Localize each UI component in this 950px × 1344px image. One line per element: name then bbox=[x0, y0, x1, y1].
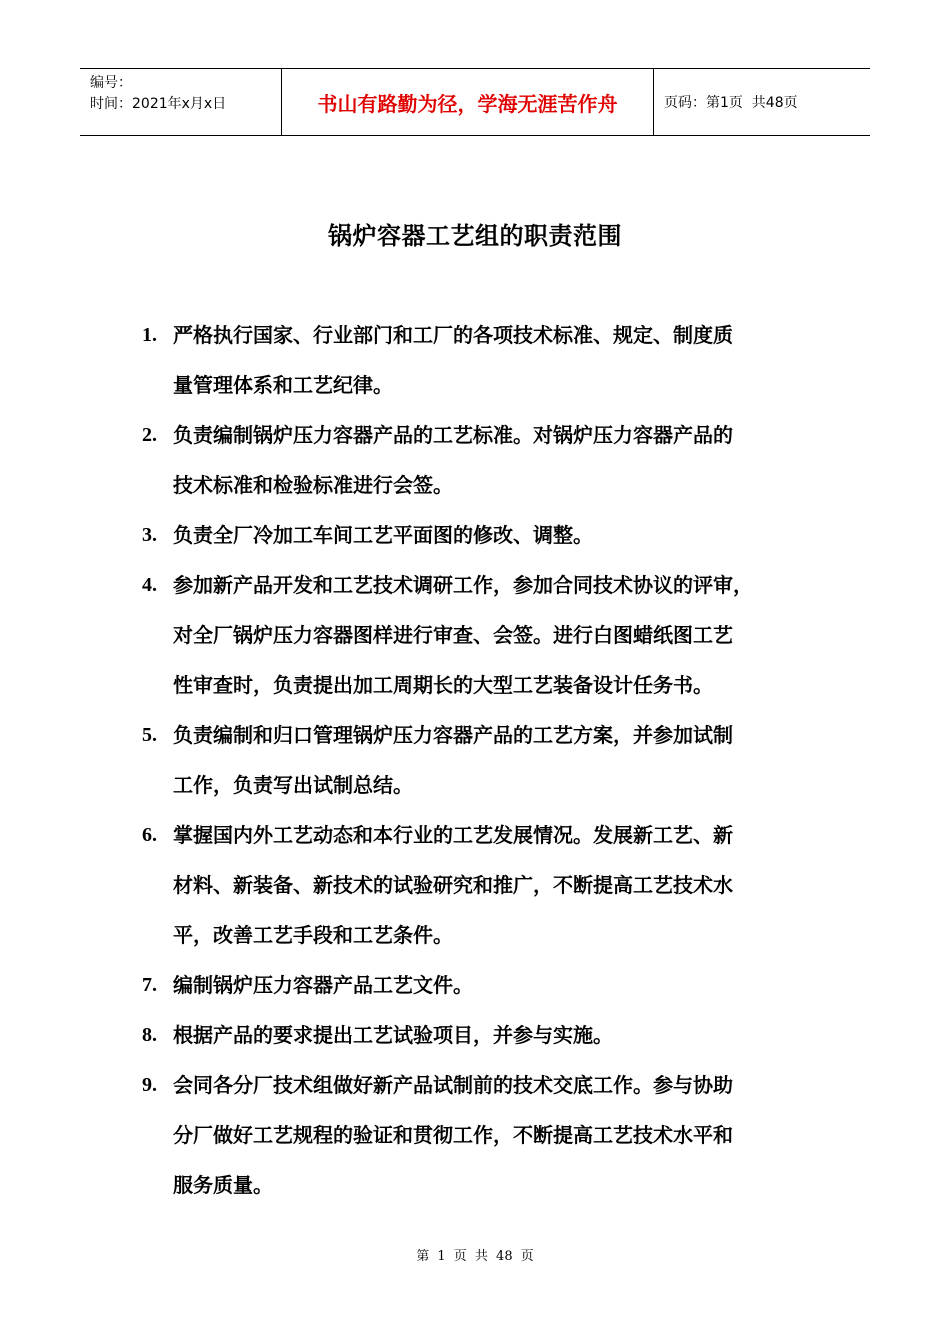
duty-item-text bbox=[173, 1060, 832, 1210]
duty-item-number: 6. bbox=[142, 824, 157, 846]
duty-item-line: 会同各分厂技术组做好新产品试制前的技术交底工作。参与协助 bbox=[173, 1073, 733, 1097]
duty-item-line: 编制锅炉压力容器产品工艺文件。 bbox=[173, 973, 473, 997]
duty-item-number: 9. bbox=[142, 1074, 157, 1096]
duty-item-text bbox=[173, 410, 832, 510]
duty-item-text bbox=[173, 810, 832, 960]
duty-item-line: 负责全厂冷加工车间工艺平面图的修改、调整。 bbox=[173, 523, 593, 547]
duty-item-line: 参加新产品开发和工艺技术调研工作，参加合同技术协议的评审， bbox=[173, 573, 753, 597]
page-header bbox=[80, 68, 870, 136]
duty-item-number: 2. bbox=[142, 424, 157, 446]
duty-item-line: 严格执行国家、行业部门和工厂的各项技术标准、规定、制度质 bbox=[173, 323, 733, 347]
document-time-label: 时间：2021年x月x日 bbox=[90, 96, 227, 112]
duty-item bbox=[142, 710, 832, 810]
duty-item-line: 根据产品的要求提出工艺试验项目，并参与实施。 bbox=[173, 1023, 613, 1047]
header-page-info: 页码：第1页 共48页 bbox=[664, 95, 798, 111]
duty-item-line: 分厂做好工艺规程的验证和贯彻工作，不断提高工艺技术水平和 bbox=[173, 1123, 733, 1147]
duty-item-line: 平，改善工艺手段和工艺条件。 bbox=[173, 923, 453, 947]
duty-item bbox=[142, 410, 832, 510]
header-meta bbox=[80, 69, 282, 135]
page-footer: 第 1 页 共 48 页 bbox=[416, 1249, 534, 1264]
duty-item-text bbox=[173, 510, 832, 560]
duty-item-number: 4. bbox=[142, 574, 157, 596]
duty-item-line: 材料、新装备、新技术的试验研究和推广，不断提高工艺技术水 bbox=[173, 873, 733, 897]
duty-item-number: 8. bbox=[142, 1024, 157, 1046]
duty-item-line: 工作，负责写出试制总结。 bbox=[173, 773, 413, 797]
duty-item-text bbox=[173, 710, 832, 810]
duty-item-text bbox=[173, 310, 832, 410]
duty-item-line: 性审查时，负责提出加工周期长的大型工艺装备设计任务书。 bbox=[173, 673, 713, 697]
duty-item-line: 技术标准和检验标准进行会签。 bbox=[173, 473, 453, 497]
duty-item-line: 量管理体系和工艺纪律。 bbox=[173, 373, 393, 397]
duty-item bbox=[142, 810, 832, 960]
duty-list bbox=[142, 310, 832, 1210]
duty-item bbox=[142, 510, 832, 560]
duty-item-number: 1. bbox=[142, 324, 157, 346]
duty-item bbox=[142, 310, 832, 410]
duty-item-text bbox=[173, 960, 832, 1010]
duty-item bbox=[142, 560, 832, 710]
document-number-label: 编号： bbox=[90, 75, 132, 91]
duty-item-line: 对全厂锅炉压力容器图样进行审查、会签。进行白图蜡纸图工艺 bbox=[173, 623, 733, 647]
duty-item-line: 负责编制锅炉压力容器产品的工艺标准。对锅炉压力容器产品的 bbox=[173, 423, 733, 447]
duty-item-number: 5. bbox=[142, 724, 157, 746]
header-motto: 书山有路勤为径，学海无涯苦作舟 bbox=[282, 69, 654, 135]
duty-item-line: 掌握国内外工艺动态和本行业的工艺发展情况。发展新工艺、新 bbox=[173, 823, 733, 847]
duty-item-line: 负责编制和归口管理锅炉压力容器产品的工艺方案，并参加试制 bbox=[173, 723, 733, 747]
duty-item bbox=[142, 960, 832, 1010]
duty-item-text bbox=[173, 560, 832, 710]
duty-item bbox=[142, 1060, 832, 1210]
duty-item-number: 7. bbox=[142, 974, 157, 996]
duty-item bbox=[142, 1010, 832, 1060]
duty-item-number: 3. bbox=[142, 524, 157, 546]
document-title: 锅炉容器工艺组的职责范围 bbox=[328, 221, 622, 250]
duty-item-line: 服务质量。 bbox=[173, 1173, 273, 1197]
duty-item-text bbox=[173, 1010, 832, 1060]
